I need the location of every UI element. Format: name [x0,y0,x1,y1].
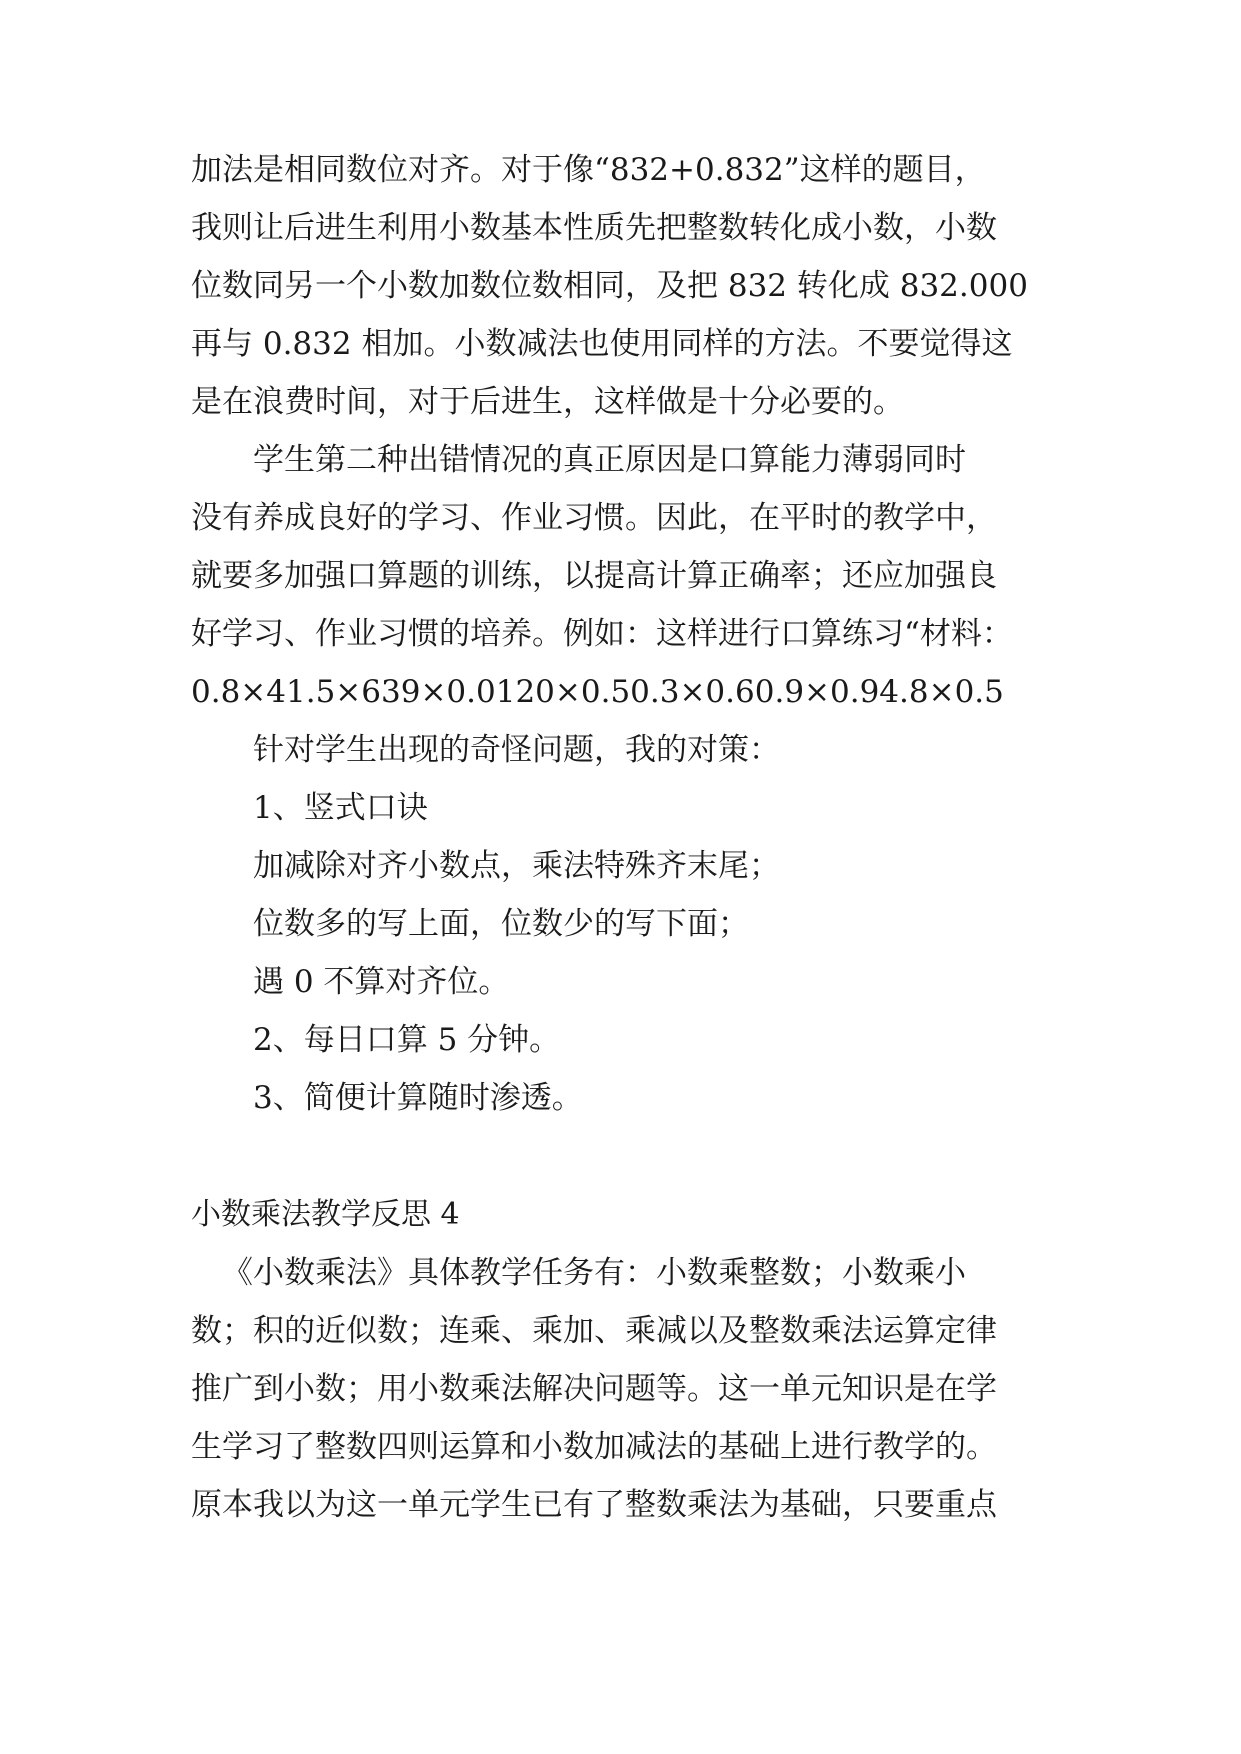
list-item: 3、简便计算随时渗透。 [253,1080,583,1116]
paragraph-line: 针对学生出现的奇怪问题，我的对策： [253,732,780,768]
paragraph-line: 推广到小数；用小数乘法解决问题等。这一单元知识是在学 [191,1371,997,1407]
formula-line: 0.8×41.5×639×0.0120×0.50.3×0.60.9×0.94.8×0.5 [191,674,1004,710]
list-item: 加减除对齐小数点，乘法特殊齐末尾； [253,848,780,884]
paragraph-line: 学生第二种出错情况的真正原因是口算能力薄弱同时 [253,442,966,478]
paragraph-line: 数；积的近似数；连乘、乘加、乘减以及整数乘法运算定律 [191,1313,997,1349]
list-item: 2、每日口算 5 分钟。 [253,1022,561,1058]
section-heading: 小数乘法教学反思 4 [191,1197,460,1232]
paragraph-line: 生学习了整数四则运算和小数加减法的基础上进行教学的。 [191,1429,997,1465]
paragraph-line: 我则让后进生利用小数基本性质先把整数转化成小数，小数 [191,210,997,246]
list-item: 遇 0 不算对齐位。 [253,964,510,1000]
paragraph-line: 就要多加强口算题的训练，以提高计算正确率；还应加强良 [191,558,997,594]
paragraph-line: 是在浪费时间，对于后进生，这样做是十分必要的。 [191,384,904,420]
paragraph-line: 原本我以为这一单元学生已有了整数乘法为基础，只要重点 [191,1487,997,1523]
paragraph-line: 没有养成良好的学习、作业习惯。因此，在平时的教学中， [191,500,997,536]
paragraph-line: 好学习、作业习惯的培养。例如：这样进行口算练习“材料： [191,616,1013,652]
paragraph-line: 位数同另一个小数加数位数相同，及把 832 转化成 832.000 [191,268,1028,304]
list-item: 位数多的写上面，位数少的写下面； [253,906,749,942]
paragraph-line: 《小数乘法》具体教学任务有：小数乘整数；小数乘小 [222,1255,966,1291]
paragraph-line: 再与 0.832 相加。小数减法也使用同样的方法。不要觉得这 [191,326,1013,362]
list-item: 1、竖式口诀 [253,790,428,826]
paragraph-line: 加法是相同数位对齐。对于像“832+0.832”这样的题目， [191,152,986,188]
